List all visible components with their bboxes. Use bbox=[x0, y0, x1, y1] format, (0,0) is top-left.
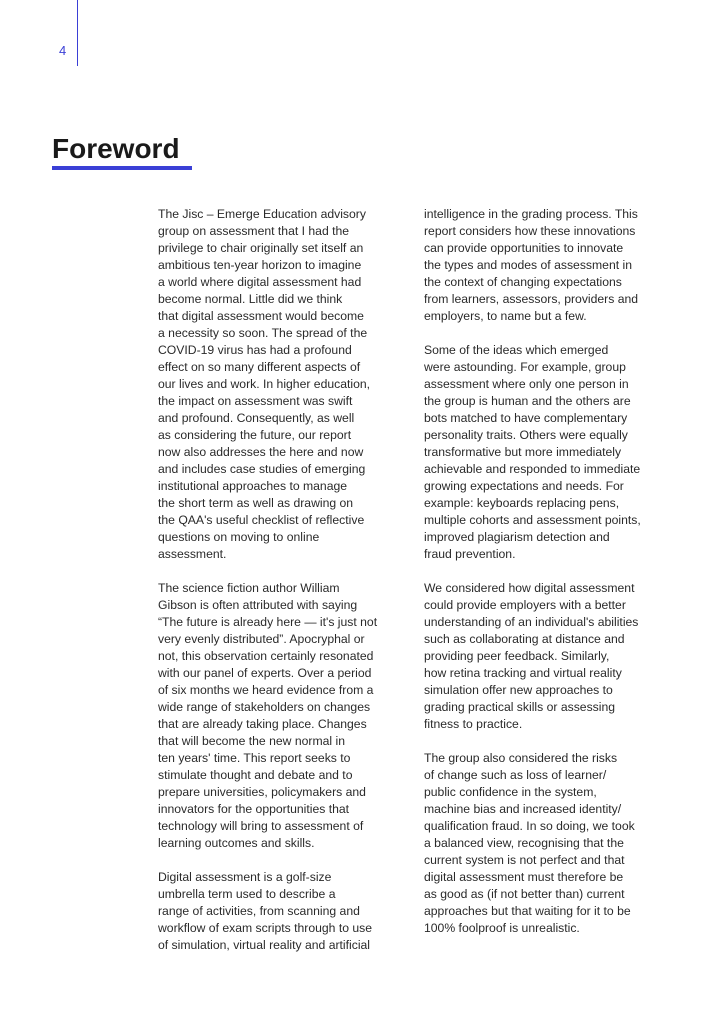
text-line: the short term as well as drawing on bbox=[158, 496, 354, 510]
text-line: could provide employers with a better bbox=[424, 598, 626, 612]
text-column-right bbox=[424, 206, 676, 937]
text-line: questions on moving to online bbox=[158, 530, 320, 544]
text-line: learning outcomes and skills. bbox=[158, 836, 315, 850]
text-line: innovators for the opportunities that bbox=[158, 802, 350, 816]
text-line: how retina tracking and virtual reality bbox=[424, 666, 622, 680]
text-line: of six months we heard evidence from a bbox=[158, 683, 374, 697]
text-line: very evenly distributed”. Apocryphal or bbox=[158, 632, 365, 646]
text-line: growing expectations and needs. For bbox=[424, 479, 624, 493]
text-line: not, this observation certainly resonated bbox=[158, 649, 374, 663]
text-line: a necessity so soon. The spread of the bbox=[158, 326, 368, 340]
text-line: approaches but that waiting for it to be bbox=[424, 904, 631, 918]
text-line: fitness to practice. bbox=[424, 717, 523, 731]
text-line: understanding of an individual's abilities bbox=[424, 615, 639, 629]
text-line: the impact on assessment was swift bbox=[158, 394, 353, 408]
text-line: digital assessment must therefore be bbox=[424, 870, 624, 884]
text-line: 100% foolproof is unrealistic. bbox=[424, 921, 580, 935]
text-line: assessment where only one person in bbox=[424, 377, 629, 391]
text-line: employers, to name but a few. bbox=[424, 309, 587, 323]
text-line: can provide opportunities to innovate bbox=[424, 241, 624, 255]
paragraph-gap bbox=[424, 563, 676, 580]
text-line: Gibson is often attributed with saying bbox=[158, 598, 358, 612]
text-line: the types and modes of assessment in bbox=[424, 258, 632, 272]
text-line: bots matched to have complementary bbox=[424, 411, 628, 425]
text-line: become normal. Little did we think bbox=[158, 292, 343, 306]
text-line: institutional approaches to manage bbox=[158, 479, 348, 493]
text-line: qualification fraud. In so doing, we took bbox=[424, 819, 635, 833]
text-line: the context of changing expectations bbox=[424, 275, 622, 289]
text-line: The group also considered the risks bbox=[424, 751, 618, 765]
text-line: report considers how these innovations bbox=[424, 224, 636, 238]
text-line: prepare universities, policymakers and bbox=[158, 785, 366, 799]
text-line: now also addresses the here and now bbox=[158, 445, 364, 459]
text-line: with our panel of experts. Over a period bbox=[158, 666, 372, 680]
text-line: the group is human and the others are bbox=[424, 394, 631, 408]
text-line: providing peer feedback. Similarly, bbox=[424, 649, 610, 663]
text-line: example: keyboards replacing pens, bbox=[424, 496, 620, 510]
text-line: “The future is already here — it's just not bbox=[158, 615, 378, 629]
text-line: current system is not perfect and that bbox=[424, 853, 625, 867]
text-line: transformative but more immediately bbox=[424, 445, 622, 459]
text-line: achievable and responded to immediate bbox=[424, 462, 641, 476]
text-line: of change such as loss of learner/ bbox=[424, 768, 607, 782]
text-line: Digital assessment is a golf-size bbox=[158, 870, 332, 884]
text-line: as good as (if not better than) current bbox=[424, 887, 625, 901]
text-line: Some of the ideas which emerged bbox=[424, 343, 609, 357]
text-line: stimulate thought and debate and to bbox=[158, 768, 353, 782]
text-line: fraud prevention. bbox=[424, 547, 516, 561]
text-line: simulation offer new approaches to bbox=[424, 683, 613, 697]
paragraph-gap bbox=[158, 852, 408, 869]
text-line: umbrella term used to describe a bbox=[158, 887, 336, 901]
text-line: workflow of exam scripts through to use bbox=[158, 921, 373, 935]
text-line: technology will bring to assessment of bbox=[158, 819, 364, 833]
text-line: ambitious ten-year horizon to imagine bbox=[158, 258, 362, 272]
text-line: as considering the future, our report bbox=[158, 428, 352, 442]
text-line: that are already taking place. Changes bbox=[158, 717, 367, 731]
text-line: from learners, assessors, providers and bbox=[424, 292, 639, 306]
paragraph-gap bbox=[158, 563, 408, 580]
text-line: The Jisc – Emerge Education advisory bbox=[158, 207, 366, 221]
text-line: assessment. bbox=[158, 547, 227, 561]
text-line: The science fiction author William bbox=[158, 581, 340, 595]
text-line: personality traits. Others were equally bbox=[424, 428, 628, 442]
text-line: wide range of stakeholders on changes bbox=[158, 700, 371, 714]
text-line: group on assessment that I had the bbox=[158, 224, 350, 238]
text-line: that digital assessment would become bbox=[158, 309, 364, 323]
text-line: ten years' time. This report seeks to bbox=[158, 751, 351, 765]
title-underline bbox=[52, 166, 192, 170]
text-line: effect on so many different aspects of bbox=[158, 360, 361, 374]
text-line: a world where digital assessment had bbox=[158, 275, 362, 289]
text-line: a balanced view, recognising that the bbox=[424, 836, 624, 850]
page-title: Foreword bbox=[52, 133, 180, 164]
page-number: 4 bbox=[59, 43, 67, 58]
text-line: grading practical skills or assessing bbox=[424, 700, 616, 714]
text-line: were astounding. For example, group bbox=[424, 360, 626, 374]
text-line: multiple cohorts and assessment points, bbox=[424, 513, 641, 527]
text-line: such as collaborating at distance and bbox=[424, 632, 625, 646]
text-line: We considered how digital assessment bbox=[424, 581, 635, 595]
text-line: COVID-19 virus has had a profound bbox=[158, 343, 352, 357]
page-rule bbox=[77, 0, 78, 66]
text-line: of simulation, virtual reality and artificial bbox=[158, 938, 371, 952]
text-line: intelligence in the grading process. This bbox=[424, 207, 638, 221]
text-line: machine bias and increased identity/ bbox=[424, 802, 622, 816]
text-line: range of activities, from scanning and bbox=[158, 904, 360, 918]
text-column-left bbox=[158, 206, 408, 954]
text-line: and includes case studies of emerging bbox=[158, 462, 366, 476]
text-line: our lives and work. In higher education, bbox=[158, 377, 371, 391]
text-line: and profound. Consequently, as well bbox=[158, 411, 355, 425]
text-line: improved plagiarism detection and bbox=[424, 530, 610, 544]
text-line: privilege to chair originally set itself an bbox=[158, 241, 364, 255]
text-line: public confidence in the system, bbox=[424, 785, 597, 799]
text-line: the QAA's useful checklist of reflective bbox=[158, 513, 365, 527]
text-line: that will become the new normal in bbox=[158, 734, 345, 748]
paragraph-gap bbox=[424, 325, 676, 342]
paragraph-gap bbox=[424, 733, 676, 750]
